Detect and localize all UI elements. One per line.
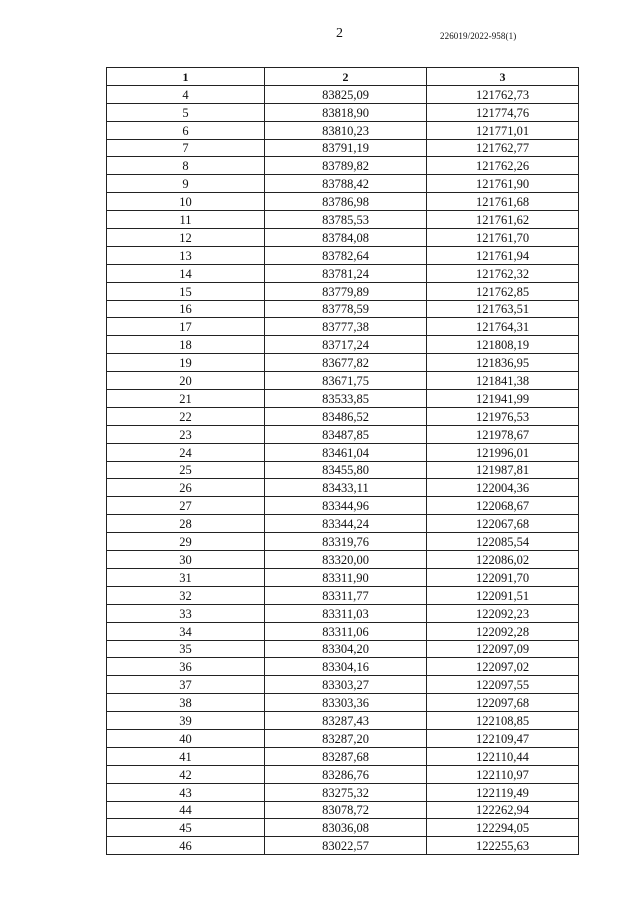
x-coordinate-cell: 83344,24 — [265, 515, 427, 533]
x-coordinate-cell: 83344,96 — [265, 497, 427, 515]
table-row — [107, 837, 579, 855]
y-coordinate-cell: 121761,94 — [427, 246, 579, 264]
document-reference: 226019/2022-958(1) — [440, 31, 517, 41]
y-coordinate-cell: 122097,55 — [427, 676, 579, 694]
table-row — [107, 783, 579, 801]
coordinates-table — [106, 67, 579, 855]
y-coordinate-cell: 122255,63 — [427, 837, 579, 855]
y-coordinate-cell: 121761,90 — [427, 175, 579, 193]
y-coordinate-cell: 121762,32 — [427, 264, 579, 282]
table-row — [107, 354, 579, 372]
x-coordinate-cell: 83078,72 — [265, 801, 427, 819]
x-coordinate-cell: 83286,76 — [265, 765, 427, 783]
table-row — [107, 246, 579, 264]
x-coordinate-cell: 83287,20 — [265, 729, 427, 747]
y-coordinate-cell: 122085,54 — [427, 533, 579, 551]
x-coordinate-cell: 83677,82 — [265, 354, 427, 372]
page-number: 2 — [336, 26, 343, 41]
point-number-cell: 10 — [107, 193, 265, 211]
point-number-cell: 29 — [107, 533, 265, 551]
y-coordinate-cell: 121987,81 — [427, 461, 579, 479]
table-row — [107, 551, 579, 569]
point-number-cell: 16 — [107, 300, 265, 318]
y-coordinate-cell: 121978,67 — [427, 425, 579, 443]
x-coordinate-cell: 83304,16 — [265, 658, 427, 676]
table-row — [107, 586, 579, 604]
table-row — [107, 121, 579, 139]
table-row — [107, 515, 579, 533]
table-row — [107, 801, 579, 819]
table-row — [107, 425, 579, 443]
y-coordinate-cell: 122091,70 — [427, 568, 579, 586]
x-coordinate-cell: 83319,76 — [265, 533, 427, 551]
y-coordinate-cell: 121761,62 — [427, 211, 579, 229]
x-coordinate-cell: 83287,43 — [265, 712, 427, 730]
point-number-cell: 7 — [107, 139, 265, 157]
point-number-cell: 23 — [107, 425, 265, 443]
y-coordinate-cell: 121761,70 — [427, 229, 579, 247]
x-coordinate-cell: 83779,89 — [265, 282, 427, 300]
y-coordinate-cell: 121761,68 — [427, 193, 579, 211]
point-number-cell: 5 — [107, 103, 265, 121]
table-row — [107, 765, 579, 783]
y-coordinate-cell: 122091,51 — [427, 586, 579, 604]
point-number-cell: 14 — [107, 264, 265, 282]
point-number-cell: 46 — [107, 837, 265, 855]
y-coordinate-cell: 121836,95 — [427, 354, 579, 372]
point-number-cell: 13 — [107, 246, 265, 264]
y-coordinate-cell: 121841,38 — [427, 372, 579, 390]
point-number-cell: 8 — [107, 157, 265, 175]
y-coordinate-cell: 122110,44 — [427, 747, 579, 765]
point-number-cell: 36 — [107, 658, 265, 676]
x-coordinate-cell: 83789,82 — [265, 157, 427, 175]
y-coordinate-cell: 121764,31 — [427, 318, 579, 336]
y-coordinate-cell: 122067,68 — [427, 515, 579, 533]
y-coordinate-cell: 121774,76 — [427, 103, 579, 121]
point-number-cell: 34 — [107, 622, 265, 640]
point-number-cell: 15 — [107, 282, 265, 300]
table-row — [107, 622, 579, 640]
point-number-cell: 40 — [107, 729, 265, 747]
y-coordinate-cell: 121996,01 — [427, 443, 579, 461]
point-number-cell: 18 — [107, 336, 265, 354]
x-coordinate-cell: 83791,19 — [265, 139, 427, 157]
table-row — [107, 336, 579, 354]
point-number-cell: 44 — [107, 801, 265, 819]
x-coordinate-cell: 83304,20 — [265, 640, 427, 658]
y-coordinate-cell: 121762,73 — [427, 85, 579, 103]
table-row — [107, 407, 579, 425]
column-header-2: 2 — [265, 68, 427, 86]
table-row — [107, 390, 579, 408]
table-row — [107, 372, 579, 390]
point-number-cell: 43 — [107, 783, 265, 801]
table-row — [107, 103, 579, 121]
x-coordinate-cell: 83818,90 — [265, 103, 427, 121]
table-row — [107, 443, 579, 461]
point-number-cell: 37 — [107, 676, 265, 694]
point-number-cell: 12 — [107, 229, 265, 247]
table-row — [107, 604, 579, 622]
point-number-cell: 32 — [107, 586, 265, 604]
x-coordinate-cell: 83781,24 — [265, 264, 427, 282]
x-coordinate-cell: 83311,03 — [265, 604, 427, 622]
y-coordinate-cell: 122109,47 — [427, 729, 579, 747]
point-number-cell: 41 — [107, 747, 265, 765]
table-row — [107, 712, 579, 730]
x-coordinate-cell: 83533,85 — [265, 390, 427, 408]
y-coordinate-cell: 122294,05 — [427, 819, 579, 837]
table-row — [107, 211, 579, 229]
point-number-cell: 4 — [107, 85, 265, 103]
x-coordinate-cell: 83717,24 — [265, 336, 427, 354]
x-coordinate-cell: 83810,23 — [265, 121, 427, 139]
y-coordinate-cell: 122262,94 — [427, 801, 579, 819]
point-number-cell: 25 — [107, 461, 265, 479]
y-coordinate-cell: 122097,68 — [427, 694, 579, 712]
point-number-cell: 39 — [107, 712, 265, 730]
y-coordinate-cell: 121941,99 — [427, 390, 579, 408]
table-header-row — [107, 68, 579, 86]
table-row — [107, 479, 579, 497]
x-coordinate-cell: 83461,04 — [265, 443, 427, 461]
point-number-cell: 9 — [107, 175, 265, 193]
y-coordinate-cell: 121762,85 — [427, 282, 579, 300]
x-coordinate-cell: 83785,53 — [265, 211, 427, 229]
point-number-cell: 19 — [107, 354, 265, 372]
point-number-cell: 6 — [107, 121, 265, 139]
point-number-cell: 30 — [107, 551, 265, 569]
column-header-3: 3 — [427, 68, 579, 86]
y-coordinate-cell: 122092,28 — [427, 622, 579, 640]
x-coordinate-cell: 83786,98 — [265, 193, 427, 211]
x-coordinate-cell: 83487,85 — [265, 425, 427, 443]
y-coordinate-cell: 122092,23 — [427, 604, 579, 622]
table-row — [107, 497, 579, 515]
x-coordinate-cell: 83275,32 — [265, 783, 427, 801]
point-number-cell: 28 — [107, 515, 265, 533]
x-coordinate-cell: 83788,42 — [265, 175, 427, 193]
y-coordinate-cell: 122110,97 — [427, 765, 579, 783]
x-coordinate-cell: 83825,09 — [265, 85, 427, 103]
point-number-cell: 26 — [107, 479, 265, 497]
point-number-cell: 31 — [107, 568, 265, 586]
table-row — [107, 676, 579, 694]
table-row — [107, 729, 579, 747]
table-row — [107, 318, 579, 336]
x-coordinate-cell: 83303,27 — [265, 676, 427, 694]
x-coordinate-cell: 83311,90 — [265, 568, 427, 586]
y-coordinate-cell: 122097,02 — [427, 658, 579, 676]
table-body — [107, 85, 579, 854]
x-coordinate-cell: 83320,00 — [265, 551, 427, 569]
table-row — [107, 300, 579, 318]
table-row — [107, 85, 579, 103]
y-coordinate-cell: 122097,09 — [427, 640, 579, 658]
point-number-cell: 33 — [107, 604, 265, 622]
x-coordinate-cell: 83303,36 — [265, 694, 427, 712]
x-coordinate-cell: 83486,52 — [265, 407, 427, 425]
table-row — [107, 819, 579, 837]
y-coordinate-cell: 122108,85 — [427, 712, 579, 730]
point-number-cell: 20 — [107, 372, 265, 390]
y-coordinate-cell: 122004,36 — [427, 479, 579, 497]
x-coordinate-cell: 83022,57 — [265, 837, 427, 855]
table-row — [107, 640, 579, 658]
y-coordinate-cell: 121762,77 — [427, 139, 579, 157]
y-coordinate-cell: 122068,67 — [427, 497, 579, 515]
table-row — [107, 229, 579, 247]
column-header-1: 1 — [107, 68, 265, 86]
x-coordinate-cell: 83778,59 — [265, 300, 427, 318]
point-number-cell: 27 — [107, 497, 265, 515]
x-coordinate-cell: 83455,80 — [265, 461, 427, 479]
point-number-cell: 24 — [107, 443, 265, 461]
point-number-cell: 35 — [107, 640, 265, 658]
x-coordinate-cell: 83311,06 — [265, 622, 427, 640]
point-number-cell: 11 — [107, 211, 265, 229]
table-row — [107, 193, 579, 211]
table-row — [107, 157, 579, 175]
y-coordinate-cell: 121771,01 — [427, 121, 579, 139]
y-coordinate-cell: 121808,19 — [427, 336, 579, 354]
x-coordinate-cell: 83311,77 — [265, 586, 427, 604]
point-number-cell: 42 — [107, 765, 265, 783]
x-coordinate-cell: 83036,08 — [265, 819, 427, 837]
table-row — [107, 747, 579, 765]
table-row — [107, 461, 579, 479]
x-coordinate-cell: 83784,08 — [265, 229, 427, 247]
y-coordinate-cell: 121762,26 — [427, 157, 579, 175]
table-row — [107, 694, 579, 712]
x-coordinate-cell: 83433,11 — [265, 479, 427, 497]
table-row — [107, 282, 579, 300]
x-coordinate-cell: 83671,75 — [265, 372, 427, 390]
table-row — [107, 533, 579, 551]
table-row — [107, 658, 579, 676]
table-row — [107, 175, 579, 193]
y-coordinate-cell: 121976,53 — [427, 407, 579, 425]
point-number-cell: 45 — [107, 819, 265, 837]
point-number-cell: 17 — [107, 318, 265, 336]
x-coordinate-cell: 83777,38 — [265, 318, 427, 336]
table-row — [107, 264, 579, 282]
point-number-cell: 38 — [107, 694, 265, 712]
point-number-cell: 22 — [107, 407, 265, 425]
y-coordinate-cell: 121763,51 — [427, 300, 579, 318]
y-coordinate-cell: 122086,02 — [427, 551, 579, 569]
table-row — [107, 568, 579, 586]
x-coordinate-cell: 83287,68 — [265, 747, 427, 765]
y-coordinate-cell: 122119,49 — [427, 783, 579, 801]
table-row — [107, 139, 579, 157]
table-header — [107, 68, 579, 86]
point-number-cell: 21 — [107, 390, 265, 408]
x-coordinate-cell: 83782,64 — [265, 246, 427, 264]
